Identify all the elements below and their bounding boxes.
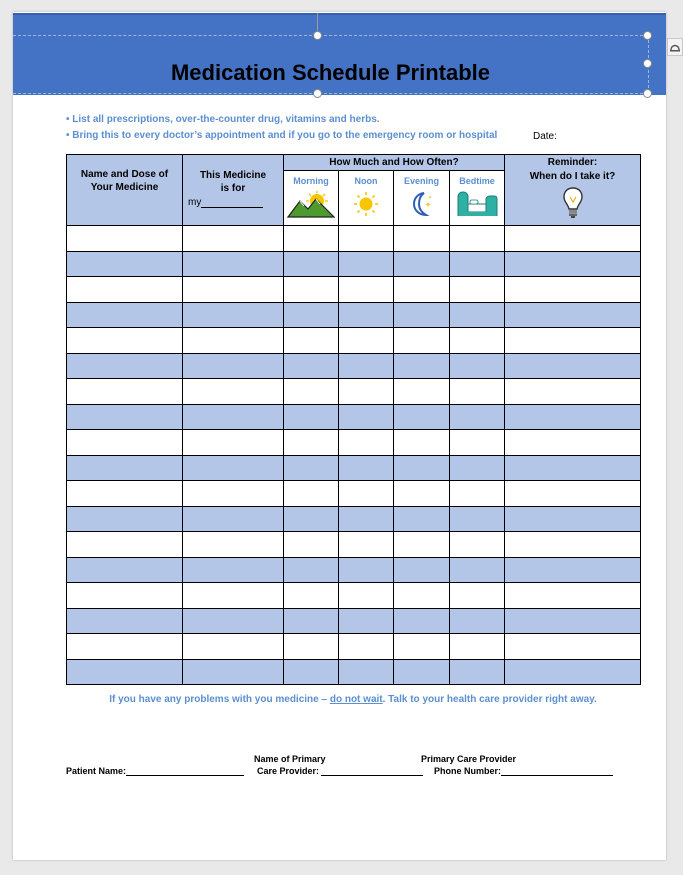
cell-noon[interactable] bbox=[339, 532, 394, 558]
primary-provider-line[interactable] bbox=[321, 766, 423, 776]
cell-evening[interactable] bbox=[394, 226, 450, 252]
cell-medicine-for[interactable] bbox=[183, 404, 284, 430]
cell-morning[interactable] bbox=[284, 404, 339, 430]
date-label: Date: bbox=[533, 131, 557, 142]
primary-provider-field[interactable] bbox=[257, 766, 423, 776]
cell-evening[interactable] bbox=[394, 251, 450, 277]
cell-medicine-for[interactable] bbox=[183, 251, 284, 277]
selection-frame-bottom bbox=[13, 93, 648, 94]
resize-handle-top-right[interactable] bbox=[643, 31, 652, 40]
cell-bedtime[interactable] bbox=[450, 353, 505, 379]
header-name-dose-line2: Your Medicine bbox=[90, 182, 159, 193]
cell-bedtime[interactable] bbox=[450, 379, 505, 405]
cell-evening[interactable] bbox=[394, 583, 450, 609]
phone-label-line1: Primary Care Provider bbox=[421, 754, 517, 764]
footer-note-emphasis: do not wait bbox=[329, 694, 383, 705]
resize-handle-bottom-right[interactable] bbox=[643, 89, 652, 98]
cell-name-dose[interactable] bbox=[67, 481, 183, 507]
table-row bbox=[67, 404, 641, 430]
table-row bbox=[67, 251, 641, 277]
cell-name-dose[interactable] bbox=[67, 277, 183, 303]
cell-evening[interactable] bbox=[394, 430, 450, 456]
cell-medicine-for[interactable] bbox=[183, 481, 284, 507]
cell-evening[interactable] bbox=[394, 302, 450, 328]
cell-medicine-for[interactable] bbox=[183, 353, 284, 379]
cell-evening[interactable] bbox=[394, 659, 450, 685]
cell-bedtime[interactable] bbox=[450, 251, 505, 277]
cell-noon[interactable] bbox=[339, 328, 394, 354]
cell-name-dose[interactable] bbox=[67, 251, 183, 277]
table-row bbox=[67, 328, 641, 354]
footer-note-post: . Talk to your health care provider right away. bbox=[382, 694, 597, 705]
header-evening bbox=[394, 171, 450, 226]
cell-bedtime[interactable] bbox=[450, 302, 505, 328]
cell-reminder[interactable] bbox=[505, 481, 641, 507]
patient-name-field[interactable] bbox=[66, 766, 244, 776]
header-evening-label: Evening bbox=[403, 176, 439, 186]
page-title: Medication Schedule Printable bbox=[170, 60, 491, 85]
cell-reminder[interactable] bbox=[505, 302, 641, 328]
table-row bbox=[67, 277, 641, 303]
cell-bedtime[interactable] bbox=[450, 328, 505, 354]
footer-note bbox=[66, 694, 640, 705]
cell-medicine-for[interactable] bbox=[183, 532, 284, 558]
cell-evening[interactable] bbox=[394, 532, 450, 558]
cell-bedtime[interactable] bbox=[450, 404, 505, 430]
header-morning bbox=[284, 171, 339, 226]
cell-morning[interactable] bbox=[284, 506, 339, 532]
cell-bedtime[interactable] bbox=[450, 659, 505, 685]
cell-bedtime[interactable] bbox=[450, 455, 505, 481]
header-how-much: How Much and How Often? bbox=[284, 155, 505, 171]
cell-morning[interactable] bbox=[284, 328, 339, 354]
cell-morning[interactable] bbox=[284, 455, 339, 481]
header-reminder bbox=[505, 155, 641, 226]
cell-reminder[interactable] bbox=[505, 328, 641, 354]
cell-evening[interactable] bbox=[394, 277, 450, 303]
layout-options-icon[interactable] bbox=[667, 38, 683, 56]
cell-morning[interactable] bbox=[284, 379, 339, 405]
cell-bedtime[interactable] bbox=[450, 634, 505, 660]
cell-noon[interactable] bbox=[339, 481, 394, 507]
cell-morning[interactable] bbox=[284, 659, 339, 685]
cell-bedtime[interactable] bbox=[450, 481, 505, 507]
cell-name-dose[interactable] bbox=[67, 659, 183, 685]
cell-reminder[interactable] bbox=[505, 659, 641, 685]
cell-morning[interactable] bbox=[284, 430, 339, 456]
cell-evening[interactable] bbox=[394, 455, 450, 481]
cell-noon[interactable] bbox=[339, 277, 394, 303]
cell-morning[interactable] bbox=[284, 557, 339, 583]
cell-noon[interactable] bbox=[339, 455, 394, 481]
cell-reminder[interactable] bbox=[505, 634, 641, 660]
cell-morning[interactable] bbox=[284, 532, 339, 558]
cell-medicine-for[interactable] bbox=[183, 379, 284, 405]
cell-evening[interactable] bbox=[394, 379, 450, 405]
cell-evening[interactable] bbox=[394, 506, 450, 532]
primary-provider-label-line2: Care Provider: bbox=[257, 766, 320, 776]
cell-name-dose[interactable] bbox=[67, 353, 183, 379]
cell-name-dose[interactable] bbox=[67, 557, 183, 583]
cell-noon[interactable] bbox=[339, 379, 394, 405]
cell-evening[interactable] bbox=[394, 404, 450, 430]
header-medicine-for-my: my bbox=[188, 197, 202, 208]
cell-bedtime[interactable] bbox=[450, 506, 505, 532]
moon-icon bbox=[394, 190, 449, 220]
table-row bbox=[67, 506, 641, 532]
cell-name-dose[interactable] bbox=[67, 302, 183, 328]
cell-evening[interactable] bbox=[394, 353, 450, 379]
my-underline bbox=[201, 198, 263, 208]
header-reminder-line2: When do I take it? bbox=[529, 171, 616, 182]
cell-morning[interactable] bbox=[284, 583, 339, 609]
header-medicine-for bbox=[183, 155, 284, 226]
cell-bedtime[interactable] bbox=[450, 557, 505, 583]
cell-bedtime[interactable] bbox=[450, 532, 505, 558]
cell-morning[interactable] bbox=[284, 634, 339, 660]
cell-name-dose[interactable] bbox=[67, 379, 183, 405]
patient-name-label: Patient Name: bbox=[66, 766, 127, 776]
mountain-sun-icon bbox=[284, 190, 338, 220]
table-row bbox=[67, 659, 641, 685]
cell-bedtime[interactable] bbox=[450, 277, 505, 303]
cell-noon[interactable] bbox=[339, 557, 394, 583]
table-row bbox=[67, 430, 641, 456]
cell-evening[interactable] bbox=[394, 634, 450, 660]
cell-morning[interactable] bbox=[284, 353, 339, 379]
header-medicine-for-line3-wrap bbox=[183, 197, 283, 208]
cell-morning[interactable] bbox=[284, 481, 339, 507]
cell-reminder[interactable] bbox=[505, 379, 641, 405]
table-row bbox=[67, 481, 641, 507]
table-row bbox=[67, 557, 641, 583]
phone-number-field[interactable] bbox=[434, 766, 613, 776]
header-noon bbox=[339, 171, 394, 226]
cell-bedtime[interactable] bbox=[450, 226, 505, 252]
cell-evening[interactable] bbox=[394, 608, 450, 634]
cell-noon[interactable] bbox=[339, 353, 394, 379]
cell-noon[interactable] bbox=[339, 608, 394, 634]
footer-note-pre: If you have any problems with you medicine – bbox=[109, 694, 330, 705]
cell-name-dose[interactable] bbox=[67, 430, 183, 456]
cell-name-dose[interactable] bbox=[67, 455, 183, 481]
cell-noon[interactable] bbox=[339, 226, 394, 252]
patient-name-line[interactable] bbox=[126, 766, 244, 776]
cell-bedtime[interactable] bbox=[450, 430, 505, 456]
lightbulb-icon bbox=[505, 186, 640, 223]
resize-handle-top[interactable] bbox=[313, 31, 322, 40]
cell-bedtime[interactable] bbox=[450, 583, 505, 609]
cell-medicine-for[interactable] bbox=[183, 557, 284, 583]
primary-provider-label-line1: Name of Primary bbox=[254, 754, 326, 764]
cell-morning[interactable] bbox=[284, 608, 339, 634]
cell-reminder[interactable] bbox=[505, 506, 641, 532]
cell-evening[interactable] bbox=[394, 328, 450, 354]
cell-reminder[interactable] bbox=[505, 455, 641, 481]
cell-medicine-for[interactable] bbox=[183, 328, 284, 354]
cell-medicine-for[interactable] bbox=[183, 583, 284, 609]
cell-medicine-for[interactable] bbox=[183, 634, 284, 660]
header-name-dose-line1: Name and Dose of bbox=[80, 169, 169, 180]
header-morning-label: Morning bbox=[293, 176, 329, 186]
rotate-handle[interactable] bbox=[317, 13, 318, 31]
table-row bbox=[67, 455, 641, 481]
cell-medicine-for[interactable] bbox=[183, 659, 284, 685]
cell-noon[interactable] bbox=[339, 506, 394, 532]
cell-noon[interactable] bbox=[339, 302, 394, 328]
cell-name-dose[interactable] bbox=[67, 583, 183, 609]
cell-medicine-for[interactable] bbox=[183, 277, 284, 303]
resize-handle-right[interactable] bbox=[643, 59, 652, 68]
table-row bbox=[67, 302, 641, 328]
cell-noon[interactable] bbox=[339, 659, 394, 685]
bed-icon bbox=[450, 191, 504, 219]
cell-medicine-for[interactable] bbox=[183, 608, 284, 634]
header-noon-label: Noon bbox=[354, 176, 378, 186]
cell-reminder[interactable] bbox=[505, 353, 641, 379]
cell-noon[interactable] bbox=[339, 634, 394, 660]
cell-morning[interactable] bbox=[284, 251, 339, 277]
cell-bedtime[interactable] bbox=[450, 608, 505, 634]
header-medicine-for-line2: is for bbox=[220, 183, 246, 194]
header-bedtime-label: Bedtime bbox=[459, 176, 495, 186]
cell-medicine-for[interactable] bbox=[183, 455, 284, 481]
cell-reminder[interactable] bbox=[505, 404, 641, 430]
table-row bbox=[67, 608, 641, 634]
phone-number-line[interactable] bbox=[501, 766, 613, 776]
cell-noon[interactable] bbox=[339, 404, 394, 430]
cell-name-dose[interactable] bbox=[67, 608, 183, 634]
cell-medicine-for[interactable] bbox=[183, 302, 284, 328]
cell-evening[interactable] bbox=[394, 481, 450, 507]
cell-medicine-for[interactable] bbox=[183, 226, 284, 252]
cell-reminder[interactable] bbox=[505, 532, 641, 558]
header-name-dose bbox=[67, 155, 183, 226]
cell-morning[interactable] bbox=[284, 277, 339, 303]
instruction-item: • Bring this to every doctor’s appointment and if you go to the emergency room or hospital bbox=[66, 130, 498, 141]
cell-noon[interactable] bbox=[339, 430, 394, 456]
cell-medicine-for[interactable] bbox=[183, 506, 284, 532]
cell-name-dose[interactable] bbox=[67, 328, 183, 354]
table-row bbox=[67, 532, 641, 558]
table-row bbox=[67, 353, 641, 379]
cell-noon[interactable] bbox=[339, 583, 394, 609]
phone-label-line2: Phone Number: bbox=[434, 766, 502, 776]
cell-name-dose[interactable] bbox=[67, 506, 183, 532]
resize-handle-bottom[interactable] bbox=[313, 89, 322, 98]
table-row bbox=[67, 583, 641, 609]
selection-frame-top bbox=[13, 35, 648, 36]
cell-name-dose[interactable] bbox=[67, 404, 183, 430]
medication-table bbox=[66, 154, 641, 685]
header-bedtime bbox=[450, 171, 505, 226]
table-row bbox=[67, 634, 641, 660]
cell-name-dose[interactable] bbox=[67, 634, 183, 660]
cell-evening[interactable] bbox=[394, 557, 450, 583]
cell-name-dose[interactable] bbox=[67, 226, 183, 252]
header-medicine-for-line1: This Medicine bbox=[199, 170, 267, 181]
instruction-item: • List all prescriptions, over-the-counter drug, vitamins and herbs. bbox=[66, 114, 380, 125]
cell-noon[interactable] bbox=[339, 251, 394, 277]
sun-icon bbox=[339, 191, 393, 219]
cell-reminder[interactable] bbox=[505, 608, 641, 634]
table-row bbox=[67, 379, 641, 405]
cell-reminder[interactable] bbox=[505, 251, 641, 277]
table-row bbox=[67, 226, 641, 252]
cell-morning[interactable] bbox=[284, 226, 339, 252]
cell-morning[interactable] bbox=[284, 302, 339, 328]
cell-name-dose[interactable] bbox=[67, 532, 183, 558]
cell-reminder[interactable] bbox=[505, 226, 641, 252]
cell-reminder[interactable] bbox=[505, 430, 641, 456]
cell-reminder[interactable] bbox=[505, 583, 641, 609]
cell-medicine-for[interactable] bbox=[183, 430, 284, 456]
medication-table-body bbox=[67, 226, 641, 685]
title-banner[interactable] bbox=[13, 13, 666, 95]
header-reminder-line1: Reminder: bbox=[547, 157, 598, 168]
cell-reminder[interactable] bbox=[505, 277, 641, 303]
cell-reminder[interactable] bbox=[505, 557, 641, 583]
instructions-list bbox=[66, 114, 497, 146]
